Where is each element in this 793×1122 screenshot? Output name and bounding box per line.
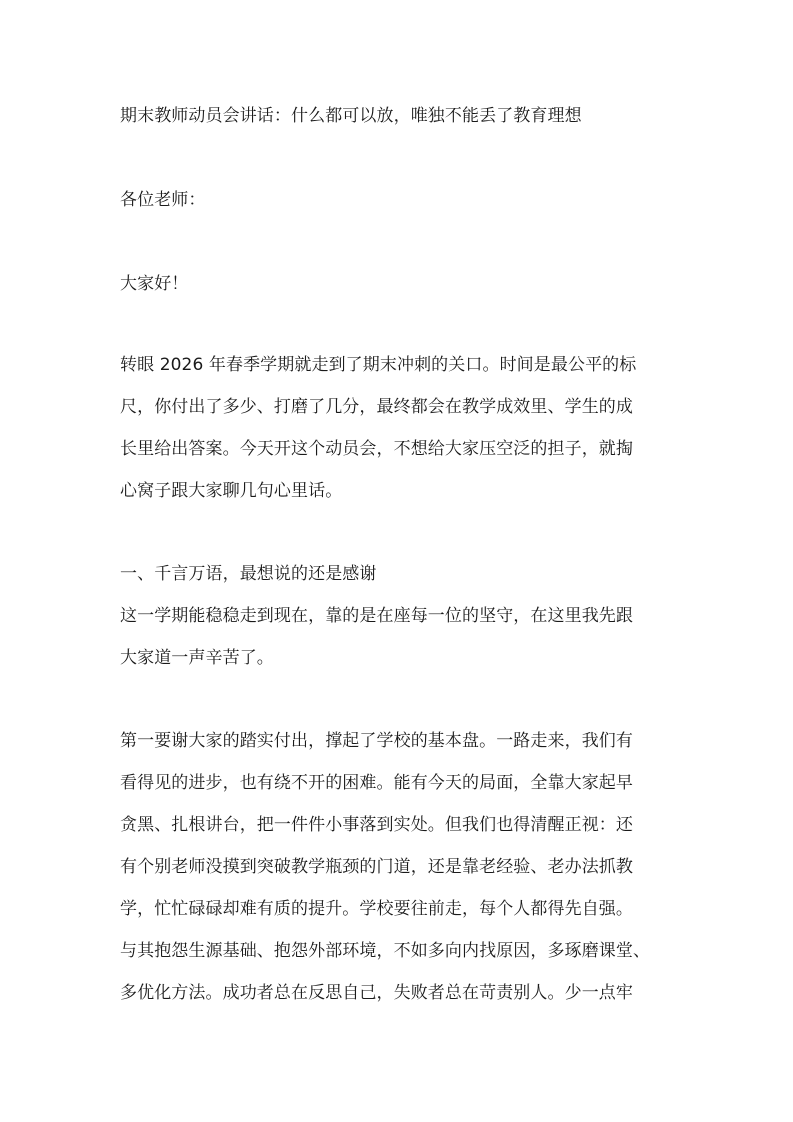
section1-line-1: 这一学期能稳稳走到现在，靠的是在座每一位的坚守，在这里我先跟 — [120, 606, 633, 626]
section1-line-2: 大家道一声辛苦了。 — [120, 648, 274, 668]
para2-line-2: 看得见的进步，也有绕不开的困难。能有今天的局面，全靠大家起早 — [120, 773, 633, 793]
para2-line-4: 有个别老师没摸到突破教学瓶颈的门道，还是靠老经验、老办法抓教 — [120, 857, 633, 877]
para2-line-3: 贪黑、扎根讲台，把一件件小事落到实处。但我们也得清醒正视：还 — [120, 815, 633, 835]
para2-line-5: 学，忙忙碌碌却难有质的提升。学校要往前走，每个人都得先自强。 — [120, 899, 633, 919]
document-title: 期末教师动员会讲话：什么都可以放，唯独不能丢了教育理想 — [120, 106, 582, 126]
greeting: 大家好！ — [120, 274, 189, 294]
para2-line-7: 多优化方法。成功者总在反思自己，失败者总在苛责别人。少一点牢 — [120, 983, 633, 1003]
section1-heading: 一、千言万语，最想说的还是感谢 — [120, 564, 377, 584]
intro-line-1: 转眼 2026 年春季学期就走到了期末冲刺的关口。时间是最公平的标 — [120, 355, 637, 375]
salutation: 各位老师： — [120, 190, 206, 210]
para2-line-1: 第一要谢大家的踏实付出，撑起了学校的基本盘。一路走来，我们有 — [120, 731, 633, 751]
intro-line-2: 尺，你付出了多少、打磨了几分，最终都会在教学成效里、学生的成 — [120, 397, 633, 417]
intro-line-4: 心窝子跟大家聊几句心里话。 — [120, 481, 343, 501]
para2-line-6: 与其抱怨生源基础、抱怨外部环境，不如多向内找原因，多琢磨课堂、 — [120, 941, 651, 961]
intro-line-3: 长里给出答案。今天开这个动员会，不想给大家压空泛的担子，就掏 — [120, 439, 633, 459]
